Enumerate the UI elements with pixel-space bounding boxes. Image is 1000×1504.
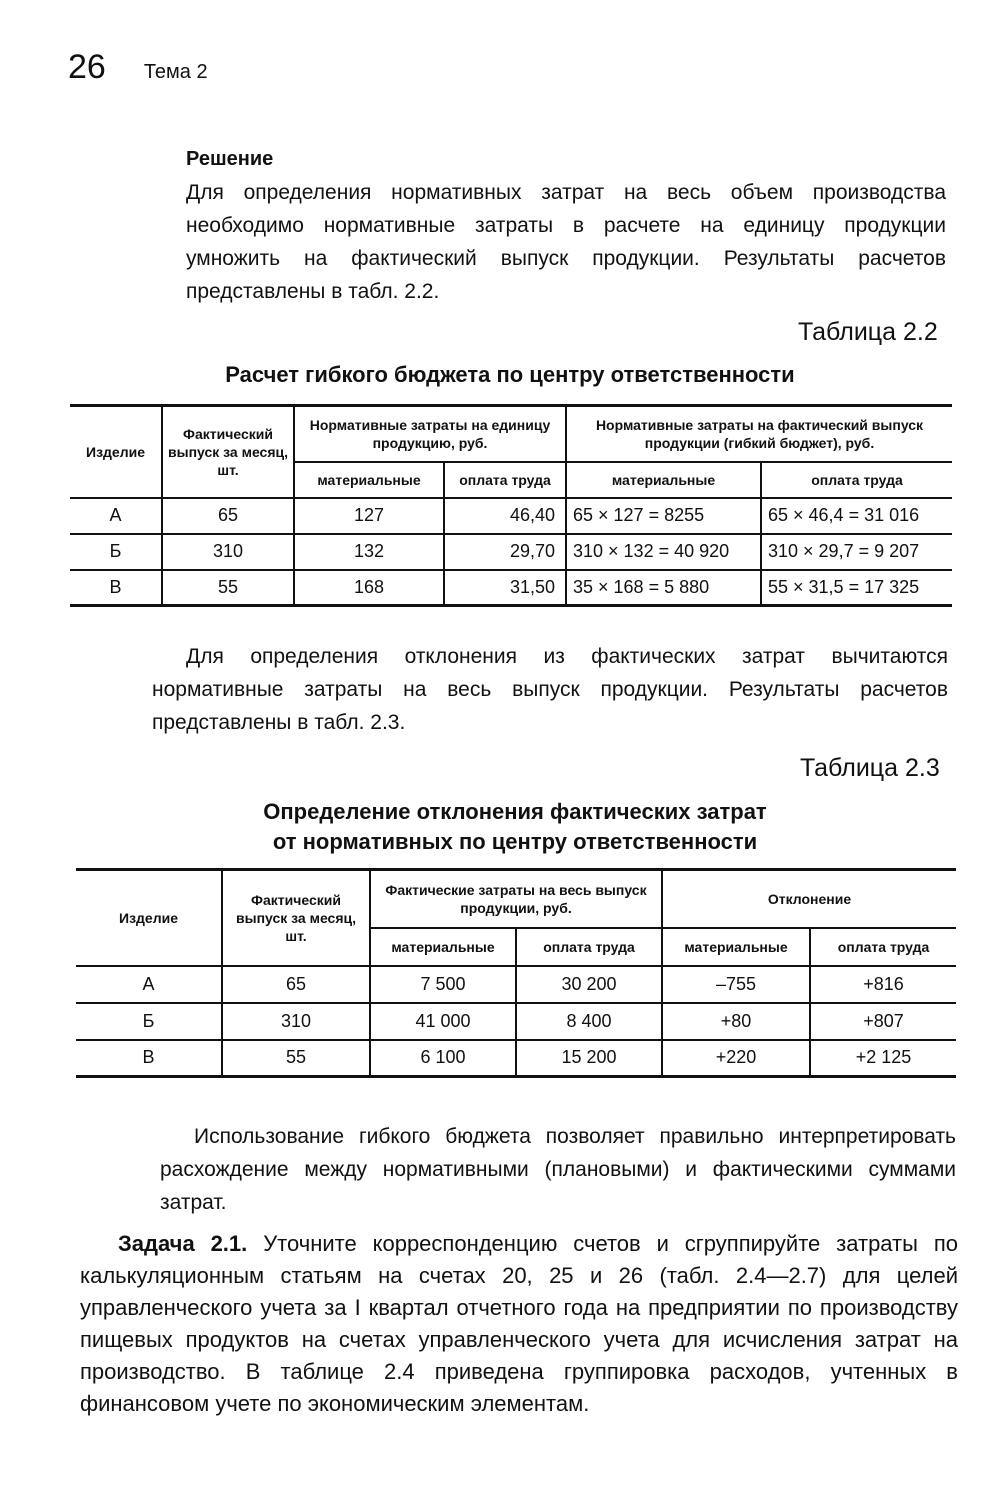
task-title: Задача 2.1. (118, 1231, 248, 1256)
table-row (76, 966, 956, 1003)
t22-cell-output: 65 (162, 498, 294, 534)
page-number: 26 (68, 48, 106, 86)
table-row (76, 1003, 956, 1040)
t22-cell-mat: 132 (294, 534, 444, 570)
table22-label: Таблица 2.2 (798, 318, 938, 346)
t23-cell-dev-labor: +2 125 (810, 1040, 956, 1077)
table23-label: Таблица 2.3 (800, 754, 940, 782)
t23-cell-act-labor: 15 200 (516, 1040, 662, 1077)
conclusion-paragraph: Использование гибкого бюджета позволяет правильно интерпретировать расхождение между нормативными (плановыми) и фактическими суммами затрат. (160, 1125, 956, 1214)
table22-title: Расчет гибкого бюджета по центру ответственности (225, 362, 795, 387)
t23-header-product: Изделие (76, 870, 222, 966)
solution-section (186, 143, 946, 308)
table-row (70, 498, 952, 534)
table-row (70, 534, 952, 570)
table-row (70, 570, 952, 606)
t22-cell-product: В (70, 570, 162, 606)
t22-cell-mat: 127 (294, 498, 444, 534)
t22-cell-labor: 29,70 (444, 534, 566, 570)
table23-title-line1: Определение отклонения фактических затрат (263, 799, 767, 824)
t23-header-dev-labor: оплата труда (810, 928, 956, 966)
t23-header-dev-materials: материальные (662, 928, 810, 966)
running-head: Тема 2 (143, 61, 208, 83)
t22-cell-product: А (70, 498, 162, 534)
t22-header-output: Фактический выпуск за месяц, шт. (162, 406, 294, 498)
between-paragraph: Для определения отклонения из фактических затрат вычитаются нормативные затраты на весь выпуск продукции. Результаты расчетов представлены в табл. 2.3. (152, 645, 948, 734)
t23-cell-output: 55 (222, 1040, 370, 1077)
t22-header-product: Изделие (70, 406, 162, 498)
t23-header-materials: материальные (370, 928, 516, 966)
solution-heading: Решение (186, 148, 274, 170)
t23-cell-dev-mat: –755 (662, 966, 810, 1003)
solution-paragraph: Для определения нормативных затрат на весь объем производства необходимо нормативные затраты в расчете на единицу продукции умножить на фактический выпуск продукции. Результаты расчетов представлены в табл. 2.2. (186, 181, 946, 303)
t22-header-flex-labor: оплата труда (761, 462, 952, 498)
t22-cell-labor: 31,50 (444, 570, 566, 606)
t23-header-labor: оплата труда (516, 928, 662, 966)
t22-cell-flex-mat: 310 × 132 = 40 920 (566, 534, 761, 570)
t23-cell-product: А (76, 966, 222, 1003)
t22-cell-product: Б (70, 534, 162, 570)
t22-cell-output: 55 (162, 570, 294, 606)
table23-title (150, 797, 880, 857)
t23-header-actual: Фактические затраты на весь выпуск продукции, руб. (370, 870, 662, 928)
t23-cell-product: Б (76, 1003, 222, 1040)
t23-cell-act-mat: 41 000 (370, 1003, 516, 1040)
t23-cell-dev-mat: +80 (662, 1003, 810, 1040)
table23-title-line2: от нормативных по центру ответственности (272, 829, 758, 854)
t23-cell-product: В (76, 1040, 222, 1077)
t22-cell-flex-mat: 35 × 168 = 5 880 (566, 570, 761, 606)
t23-header-output: Фактический выпуск за месяц, шт. (222, 870, 370, 966)
t23-cell-output: 310 (222, 1003, 370, 1040)
t22-cell-labor: 46,40 (444, 498, 566, 534)
t23-cell-act-labor: 8 400 (516, 1003, 662, 1040)
t22-cell-flex-labor: 65 × 46,4 = 31 016 (761, 498, 952, 534)
t23-cell-dev-mat: +220 (662, 1040, 810, 1077)
t22-cell-mat: 168 (294, 570, 444, 606)
t23-cell-act-labor: 30 200 (516, 966, 662, 1003)
page-header (68, 48, 208, 87)
t22-header-materials: материальные (294, 462, 444, 498)
t22-cell-flex-labor: 55 × 31,5 = 17 325 (761, 570, 952, 606)
t22-header-flex-budget: Нормативные затраты на фактический выпуск продукции (гибкий бюджет), руб. (566, 406, 952, 462)
t22-header-unit-costs: Нормативные затраты на единицу продукцию, руб. (294, 406, 566, 462)
table23 (76, 868, 956, 1078)
t23-cell-dev-labor: +816 (810, 966, 956, 1003)
t22-cell-flex-mat: 65 × 127 = 8255 (566, 498, 761, 534)
t23-cell-output: 65 (222, 966, 370, 1003)
t23-cell-dev-labor: +807 (810, 1003, 956, 1040)
table-row (76, 1040, 956, 1077)
table22 (70, 404, 952, 607)
task-text: Уточните корреспонденцию счетов и сгруппируйте затраты по калькуляционным статьям на счетах 20, 25 и 26 (табл. 2.4—2.7) для целей управленческого учета за I квартал отчетного года на предприятии по производству пищевых продуктов на счетах управленческого учета для исчисления затрат на производство. В таблице 2.4 приведена группировка расходов, учтенных в финансовом учете по экономическим элементам. (80, 1231, 958, 1416)
task-paragraph (80, 1228, 958, 1420)
t22-cell-flex-labor: 310 × 29,7 = 9 207 (761, 534, 952, 570)
t22-cell-output: 310 (162, 534, 294, 570)
t23-cell-act-mat: 7 500 (370, 966, 516, 1003)
t23-cell-act-mat: 6 100 (370, 1040, 516, 1077)
t22-header-flex-materials: материальные (566, 462, 761, 498)
t22-header-labor: оплата труда (444, 462, 566, 498)
t23-header-deviation: Отклонение (662, 870, 956, 928)
